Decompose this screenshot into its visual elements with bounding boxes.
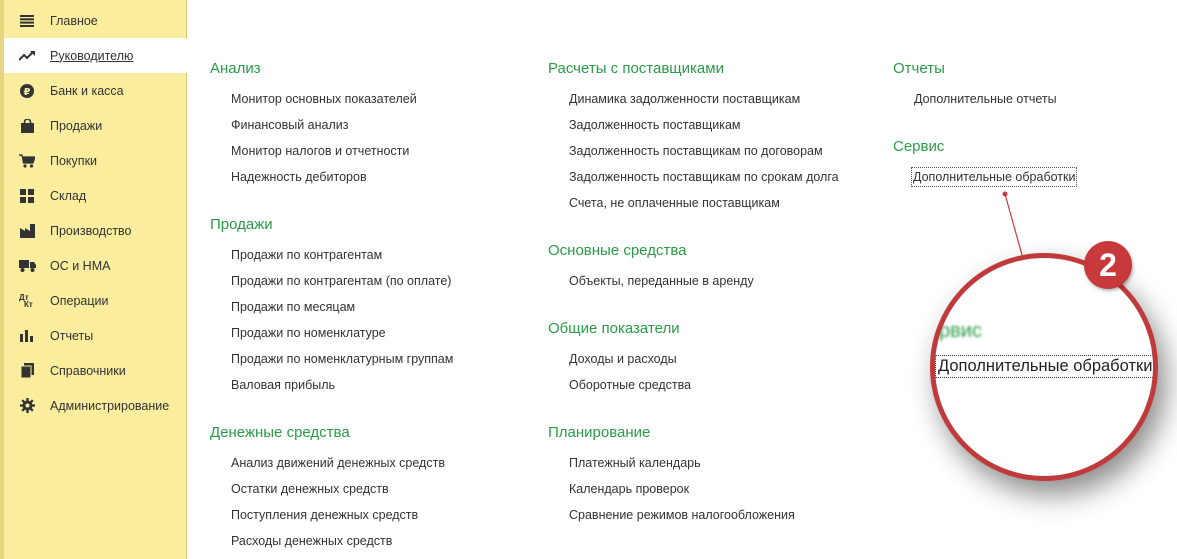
ruble-coin-icon <box>4 84 50 98</box>
link-inspection-calendar[interactable]: Календарь проверок <box>569 482 690 496</box>
link-payment-calendar[interactable]: Платежный календарь <box>569 456 701 470</box>
link-tax-regime-compare[interactable]: Сравнение режимов налогообложения <box>569 508 795 522</box>
link-additional-reports[interactable]: Дополнительные отчеты <box>914 92 1057 106</box>
link-financial-analysis[interactable]: Финансовый анализ <box>231 118 349 132</box>
sidebar-item-main[interactable] <box>4 3 187 38</box>
link-gross-profit[interactable]: Валовая прибыль <box>231 378 336 392</box>
link-cash-expenses[interactable]: Расходы денежных средств <box>231 534 393 548</box>
section-title-reports: Отчеты <box>893 60 945 77</box>
dt-kt-icon <box>4 294 50 308</box>
link-unpaid-supplier-invoices[interactable]: Счета, не оплаченные поставщикам <box>569 196 780 210</box>
shopping-bag-icon <box>4 119 50 133</box>
sidebar-item-warehouse[interactable] <box>4 178 187 213</box>
cart-icon <box>4 154 50 168</box>
link-supplier-debt-dynamics[interactable]: Динамика задолженности поставщикам <box>569 92 801 106</box>
sidebar-item-label: Банк и касса <box>50 83 124 98</box>
sidebar-item-label: Справочники <box>50 363 126 378</box>
sidebar-item-sales[interactable] <box>4 108 187 143</box>
factory-icon <box>4 224 50 238</box>
link-cashflow-analysis[interactable]: Анализ движений денежных средств <box>231 456 445 470</box>
link-sales-by-counterparty[interactable]: Продажи по контрагентам <box>231 248 383 262</box>
sidebar-item-label: Операции <box>50 293 109 308</box>
sidebar-item-label: Склад <box>50 188 87 203</box>
sidebar-item-production[interactable] <box>4 213 187 248</box>
section-title-service: Сервис <box>893 138 945 155</box>
books-icon <box>4 363 50 378</box>
sidebar-item-bank[interactable] <box>4 73 187 108</box>
dt-label: Дт <box>19 292 29 302</box>
trend-up-icon <box>4 51 50 61</box>
sidebar-item-label: ОС и НМА <box>50 258 111 273</box>
sidebar-item-manager[interactable] <box>4 38 187 73</box>
link-cash-receipts[interactable]: Поступления денежных средств <box>231 508 419 522</box>
truck-icon <box>4 260 50 272</box>
sidebar-item-label: Главное <box>50 13 98 28</box>
link-tax-monitor[interactable]: Монитор налогов и отчетности <box>231 144 410 158</box>
sidebar-item-label: Руководителю <box>50 48 134 63</box>
link-supplier-debt[interactable]: Задолженность поставщикам <box>569 118 741 132</box>
link-additional-processing[interactable]: Дополнительные обработки <box>913 170 1076 184</box>
svg-text:₽: ₽ <box>23 86 31 98</box>
section-title-planning: Планирование <box>548 424 651 441</box>
link-supplier-debt-by-contract[interactable]: Задолженность поставщикам по договорам <box>569 144 823 158</box>
link-sales-by-item-group[interactable]: Продажи по номенклатурным группам <box>231 352 454 366</box>
link-leased-objects[interactable]: Объекты, переданные в аренду <box>569 274 754 288</box>
menu-lines-icon <box>4 15 50 27</box>
section-title-general: Общие показатели <box>548 320 680 337</box>
section-title-fixed-assets: Основные средства <box>548 242 687 259</box>
link-income-expenses[interactable]: Доходы и расходы <box>569 352 677 366</box>
zoom-magnifier <box>930 253 1158 481</box>
link-sales-by-counterparty-payment[interactable]: Продажи по контрагентам (по оплате) <box>231 274 452 288</box>
sidebar-item-label: Производство <box>50 223 132 238</box>
sidebar-item-purchases[interactable] <box>4 143 187 178</box>
gear-icon <box>4 398 50 413</box>
sidebar-item-label: Администрирование <box>50 398 170 413</box>
section-title-sales: Продажи <box>210 216 273 233</box>
link-monitor-main[interactable]: Монитор основных показателей <box>231 92 417 106</box>
link-sales-by-item[interactable]: Продажи по номенклатуре <box>231 326 386 340</box>
sidebar <box>0 0 187 559</box>
link-sales-by-month[interactable]: Продажи по месяцам <box>231 300 356 314</box>
sidebar-item-catalogs[interactable] <box>4 353 187 388</box>
link-working-capital[interactable]: Оборотные средства <box>569 378 692 392</box>
sidebar-item-label: Отчеты <box>50 328 94 343</box>
section-title-analysis: Анализ <box>210 60 261 77</box>
bar-chart-icon <box>4 330 50 342</box>
sidebar-item-operations[interactable] <box>4 283 187 318</box>
zoom-section-title: рвис <box>939 320 982 342</box>
sidebar-item-fixed-assets[interactable] <box>4 248 187 283</box>
link-cash-balances[interactable]: Остатки денежных средств <box>231 482 389 496</box>
link-debtor-reliability[interactable]: Надежность дебиторов <box>231 170 367 184</box>
zoom-link-additional-processing: Дополнительные обработки <box>938 357 1153 375</box>
warehouse-grid-icon <box>4 189 50 203</box>
kt-label: Кт <box>24 299 33 309</box>
section-title-suppliers: Расчеты с поставщиками <box>548 60 724 77</box>
sidebar-item-label: Продажи <box>50 118 103 133</box>
section-title-money: Денежные средства <box>210 424 350 441</box>
step-badge: 2 <box>1084 241 1132 289</box>
sidebar-item-admin[interactable] <box>4 388 187 423</box>
sidebar-item-label: Покупки <box>50 153 98 168</box>
link-supplier-debt-by-term[interactable]: Задолженность поставщикам по срокам долга <box>569 170 839 184</box>
sidebar-item-reports[interactable] <box>4 318 187 353</box>
